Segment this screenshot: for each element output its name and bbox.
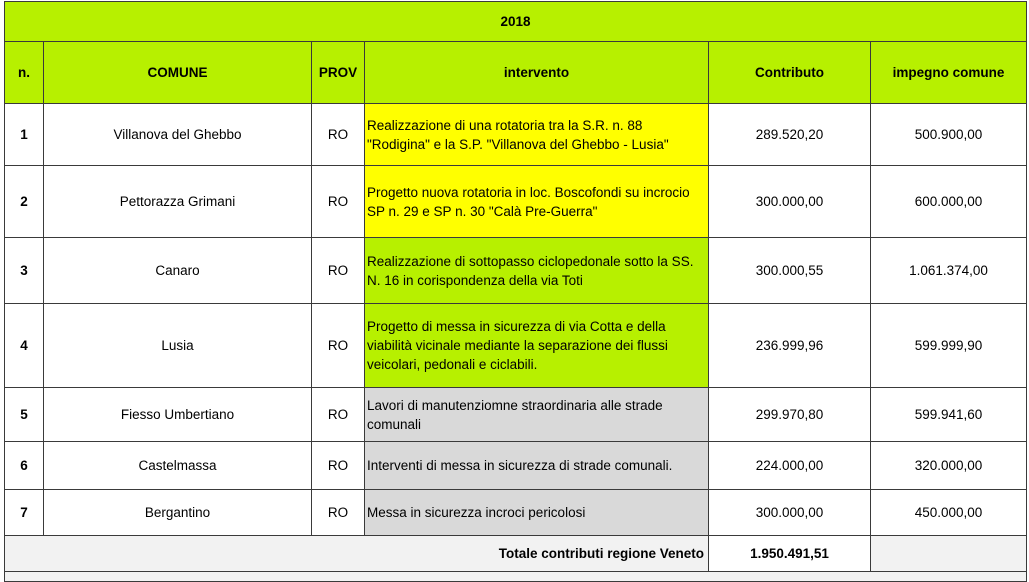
total-empty — [871, 536, 1027, 572]
row-number: 3 — [5, 238, 44, 304]
row-number: 5 — [5, 388, 44, 442]
header-intervento: intervento — [365, 42, 709, 104]
row-impegno: 599.941,60 — [871, 388, 1027, 442]
row-number: 2 — [5, 166, 44, 238]
row-contributo: 300.000,55 — [709, 238, 871, 304]
total-label: Totale contributi regione Veneto — [5, 536, 709, 572]
year-title: 2018 — [5, 2, 1027, 42]
row-contributo: 289.520,20 — [709, 104, 871, 166]
row-contributo: 236.999,96 — [709, 304, 871, 388]
row-intervento: Progetto nuova rotatoria in loc. Boscofondi su incrocio SP n. 29 e SP n. 30 "Calà Pre-Guerra" — [365, 166, 709, 238]
row-contributo: 300.000,00 — [709, 166, 871, 238]
total-value: 1.950.491,51 — [709, 536, 871, 572]
table-row — [5, 388, 1027, 442]
row-prov: RO — [312, 388, 365, 442]
row-intervento: Progetto di messa in sicurezza di via Cotta e della viabilità vicinale mediante la separazione dei flussi veicolari, pedonali e ciclabili. — [365, 304, 709, 388]
row-prov: RO — [312, 304, 365, 388]
table-row — [5, 104, 1027, 166]
row-contributo: 300.000,00 — [709, 490, 871, 536]
row-intervento: Interventi di messa in sicurezza di strade comunali. — [365, 442, 709, 490]
table-row — [5, 166, 1027, 238]
row-comune: Fiesso Umbertiano — [44, 388, 312, 442]
row-number: 4 — [5, 304, 44, 388]
row-prov: RO — [312, 166, 365, 238]
row-intervento: Realizzazione di una rotatoria tra la S.R. n. 88 "Rodigina" e la S.P. "Villanova del Ghebbo - Lusia" — [365, 104, 709, 166]
header-prov: PROV — [312, 42, 365, 104]
row-impegno: 1.061.374,00 — [871, 238, 1027, 304]
row-prov: RO — [312, 238, 365, 304]
row-number: 1 — [5, 104, 44, 166]
footer-cell — [5, 572, 1027, 582]
total-row — [5, 536, 1027, 572]
row-prov: RO — [312, 104, 365, 166]
row-intervento: Messa in sicurezza incroci pericolosi — [365, 490, 709, 536]
header-comune: COMUNE — [44, 42, 312, 104]
row-impegno: 600.000,00 — [871, 166, 1027, 238]
row-impegno: 320.000,00 — [871, 442, 1027, 490]
row-impegno: 500.900,00 — [871, 104, 1027, 166]
table-row — [5, 304, 1027, 388]
row-intervento: Realizzazione di sottopasso ciclopedonale sotto la SS. N. 16 in corispondenza della via Toti — [365, 238, 709, 304]
row-comune: Bergantino — [44, 490, 312, 536]
row-impegno: 450.000,00 — [871, 490, 1027, 536]
contributi-table — [4, 1, 1027, 582]
row-number: 7 — [5, 490, 44, 536]
row-comune: Castelmassa — [44, 442, 312, 490]
row-impegno: 599.999,90 — [871, 304, 1027, 388]
row-comune: Pettorazza Grimani — [44, 166, 312, 238]
table-row — [5, 238, 1027, 304]
footer-row — [5, 572, 1027, 582]
table-row — [5, 442, 1027, 490]
row-comune: Lusia — [44, 304, 312, 388]
table-row — [5, 490, 1027, 536]
row-number: 6 — [5, 442, 44, 490]
row-contributo: 224.000,00 — [709, 442, 871, 490]
row-contributo: 299.970,80 — [709, 388, 871, 442]
header-contributo: Contributo — [709, 42, 871, 104]
row-prov: RO — [312, 490, 365, 536]
row-comune: Villanova del Ghebbo — [44, 104, 312, 166]
header-n: n. — [5, 42, 44, 104]
row-intervento: Lavori di manutenziomne straordinaria alle strade comunali — [365, 388, 709, 442]
header-impegno: impegno comune — [871, 42, 1027, 104]
row-prov: RO — [312, 442, 365, 490]
row-comune: Canaro — [44, 238, 312, 304]
